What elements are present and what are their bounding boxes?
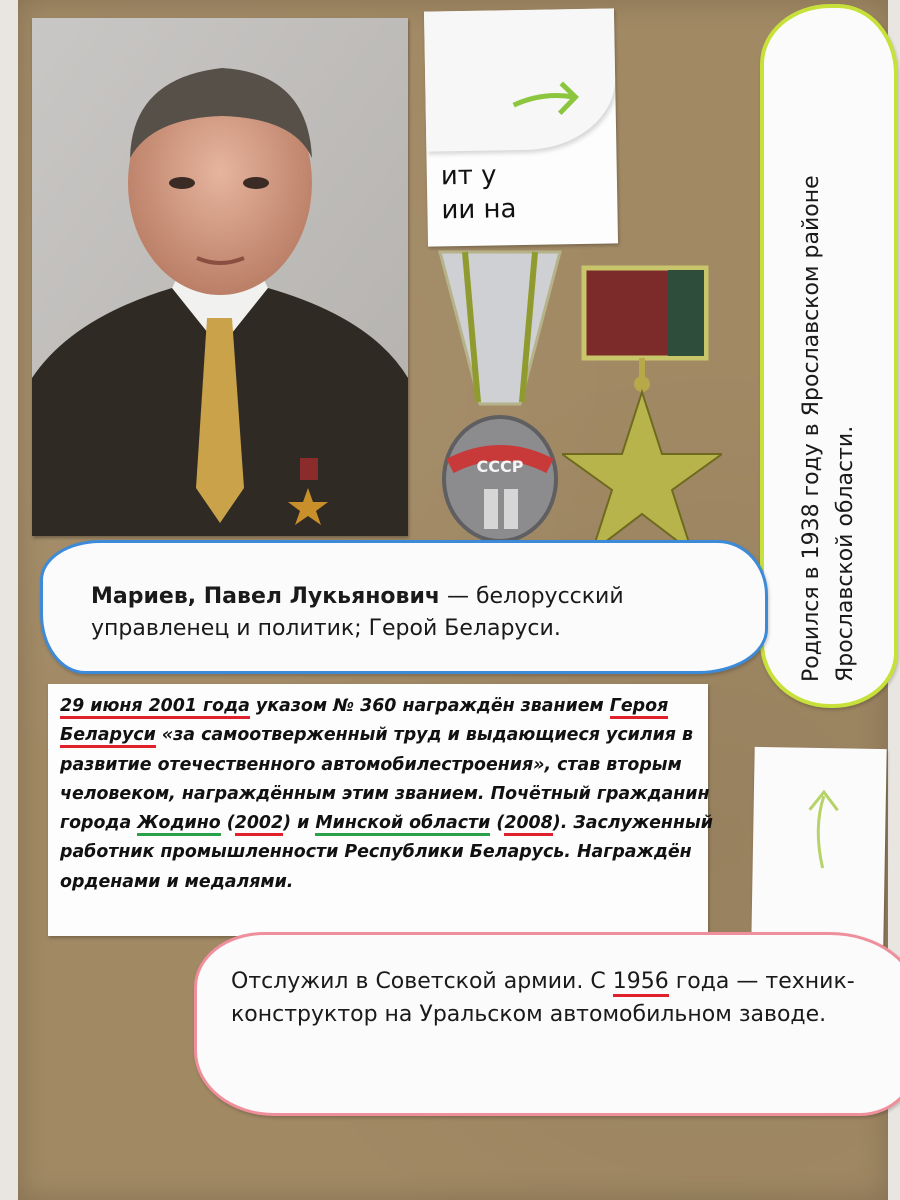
portrait-image: [32, 18, 408, 536]
biography-card: [48, 684, 713, 936]
bio-part-6: (: [220, 813, 235, 834]
cardboard-background: [18, 0, 888, 1200]
minsk-region: Минской области: [315, 813, 490, 836]
year-2008: 2008: [504, 813, 552, 836]
city-zhodino: Жодино: [137, 813, 220, 836]
year-2002: 2002: [235, 813, 283, 836]
bio-part-2: указом № 360 награждён званием: [249, 696, 610, 716]
bio-part-12: ). Заслуженный работник промышленности Республики Беларусь. Награждён орденами и медалями.: [60, 813, 713, 892]
career-text: [231, 965, 871, 1031]
bio-part-10: (: [490, 813, 505, 834]
award-date: 29 июня 2001 года: [60, 696, 250, 719]
career-cloud: [194, 932, 900, 1116]
order-badge-of-honour: [410, 244, 580, 584]
birth-info-text: Родился в 1938 году в Ярославском районе Ярославской области.: [799, 175, 858, 682]
hero-title: Героя Беларуси: [60, 696, 668, 748]
note-flap[interactable]: [424, 8, 616, 151]
career-part-1: Отслужил в Советской армии. С: [231, 969, 613, 994]
bio-part-4: «за самоотверженный труд и выдающиеся усилия в развитие отечественного автомобилестроения», став вторым человеком, награждённым этим званием. Почётный гражданин города: [60, 725, 710, 834]
name-cloud: [40, 540, 768, 674]
folded-note-right[interactable]: [751, 747, 886, 945]
biography-text: [60, 692, 720, 897]
folded-note-top[interactable]: [424, 8, 618, 246]
note-fragment-2: ит у: [440, 160, 497, 192]
person-description: — белорусский управленец и политик; Герой Беларуси.: [91, 584, 624, 641]
arrow-up-icon: [751, 747, 886, 945]
year-1956: 1956: [613, 969, 669, 997]
birth-info-cloud: [760, 4, 898, 708]
hero-star-medal: [562, 262, 722, 562]
person-name: Мариев, Павел Лукьянович: [91, 584, 440, 609]
portrait-photo: [32, 18, 408, 536]
bio-part-8: ) и: [283, 813, 316, 834]
name-intro: [91, 581, 751, 645]
svg-text:СССР: СССР: [476, 457, 524, 476]
career-part-2: года — техник-конструктор на Уральском автомобильном заводе.: [231, 969, 855, 1027]
arrow-right-icon: [424, 8, 616, 151]
note-fragment-3: ии на: [441, 194, 517, 226]
